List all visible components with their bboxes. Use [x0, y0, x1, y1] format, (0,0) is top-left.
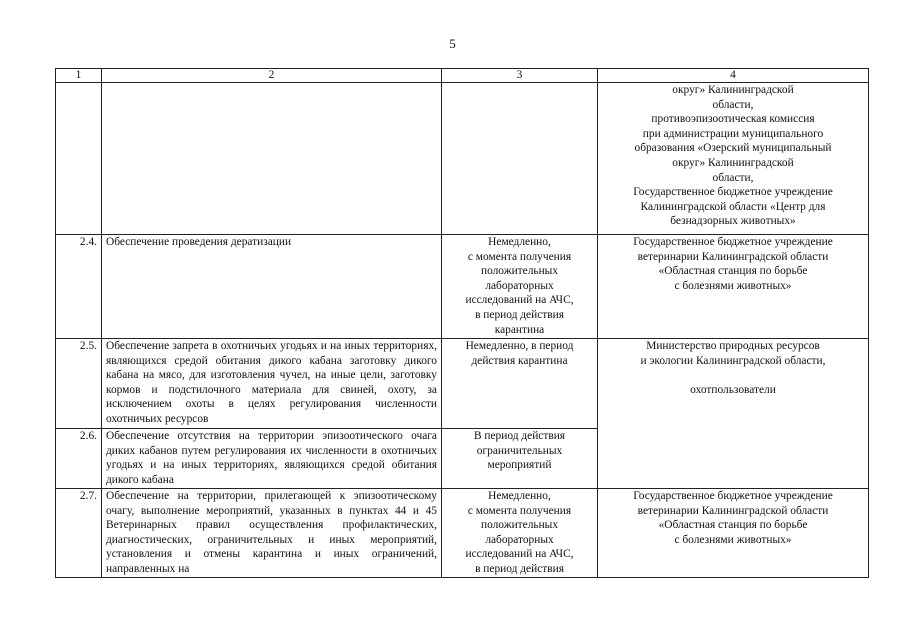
row-number: 2.6.: [56, 429, 102, 489]
row-term: Немедленно, с момента получения положительных лабораторных исследований на АЧС, в период действия карантина: [442, 235, 598, 339]
row-action: Обеспечение отсутствия на территории эпизоотического очага диких кабанов путем регулирования их численности в охотничьих угодьях и на иных территориях, являющихся средой обитания дикого кабана: [102, 429, 442, 489]
row-responsible: Государственное бюджетное учреждение ветеринарии Калининградской области «Областная станция по борьбе с болезнями животных»: [598, 235, 869, 339]
table-row: [56, 83, 869, 235]
row-term: В период действия ограничительных мероприятий: [442, 429, 598, 489]
page-number: 5: [449, 36, 456, 51]
row-action: Обеспечение проведения дератизации: [102, 235, 442, 339]
table-row: [56, 339, 869, 429]
row-term: [442, 83, 598, 235]
row-number: 2.5.: [56, 339, 102, 429]
column-header-2: 2: [102, 69, 442, 83]
row-number: 2.4.: [56, 235, 102, 339]
row-number: 2.7.: [56, 489, 102, 578]
table-row: [56, 489, 869, 578]
table-header-row: [56, 69, 869, 83]
column-header-1: 1: [56, 69, 102, 83]
row-responsible: округ» Калининградской области, противоэпизоотическая комиссия при администрации муниципального образования «Озерский муниципальный округ» Калининградской области, Государственное бюджетное учреждение Калининградской области «Центр для безнадзорных животных»: [598, 83, 869, 235]
measures-table: [55, 68, 869, 578]
row-action: [102, 83, 442, 235]
row-action: Обеспечение на территории, прилегающей к эпизоотическому очагу, выполнение мероприятий, указанных в пунктах 44 и 45 Ветеринарных правил осуществления профилактических, диагностических, ограничительных и иных мероприятий, установления и отмены карантина и иных ограничений, направленных на: [102, 489, 442, 578]
row-term: Немедленно, в период действия карантина: [442, 339, 598, 429]
row-responsible: Государственное бюджетное учреждение ветеринарии Калининградской области «Областная станция по борьбе с болезнями животных»: [598, 489, 869, 578]
row-term: Немедленно, с момента получения положительных лабораторных исследований на АЧС, в период действия: [442, 489, 598, 578]
row-action: Обеспечение запрета в охотничьих угодьях и на иных территориях, являющихся средой обитания дикого кабана заготовку дикого кабана на мясо, для изготовления чучел, на иные цели, заготовку кормов и подстилочного материала для свиней, охоту, за исключением охоты в целях регулирования численности охотничьих ресурсов: [102, 339, 442, 429]
row-number: [56, 83, 102, 235]
table-row: [56, 235, 869, 339]
row-responsible: Министерство природных ресурсов и экологии Калининградской области, охотпользователи: [598, 339, 869, 489]
column-header-3: 3: [442, 69, 598, 83]
column-header-4: 4: [598, 69, 869, 83]
